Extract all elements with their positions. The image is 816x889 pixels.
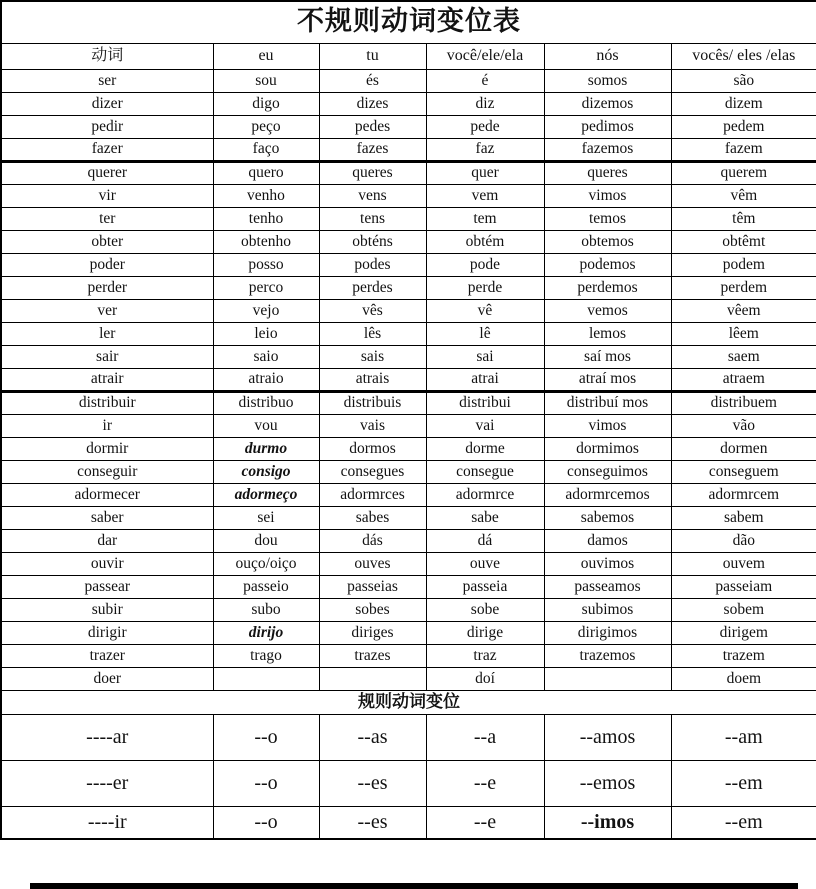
verb-row [1, 437, 816, 460]
verb-cell: dizemos [544, 92, 671, 115]
verb-cell: quer [426, 161, 544, 184]
verb-cell: posso [213, 253, 319, 276]
verb-cell: consegue [426, 460, 544, 483]
verb-cell: obtêmt [671, 230, 816, 253]
verb-cell: trazer [1, 644, 213, 667]
verb-cell: peço [213, 115, 319, 138]
ending-cell: ----ar [1, 714, 213, 760]
verb-row [1, 552, 816, 575]
verb-cell: saí mos [544, 345, 671, 368]
ending-cell: --o [213, 806, 319, 839]
ending-cell: --em [671, 806, 816, 839]
verb-row [1, 621, 816, 644]
verb-cell: ouvir [1, 552, 213, 575]
verb-cell: damos [544, 529, 671, 552]
column-header-4: nós [544, 43, 671, 69]
verb-cell: temos [544, 207, 671, 230]
verb-cell: vais [319, 414, 426, 437]
verb-cell: pede [426, 115, 544, 138]
verb-cell [319, 667, 426, 690]
verb-cell: fazem [671, 138, 816, 161]
verb-cell: subir [1, 598, 213, 621]
verb-cell: fazer [1, 138, 213, 161]
verb-cell: vens [319, 184, 426, 207]
verb-cell: sabe [426, 506, 544, 529]
verb-cell: poder [1, 253, 213, 276]
verb-cell: adormrce [426, 483, 544, 506]
section-row [1, 690, 816, 714]
verb-row [1, 115, 816, 138]
verb-cell: venho [213, 184, 319, 207]
column-header-3: você/ele/ela [426, 43, 544, 69]
verb-cell: sobes [319, 598, 426, 621]
verb-row [1, 322, 816, 345]
verb-cell: dizes [319, 92, 426, 115]
verb-cell: vai [426, 414, 544, 437]
verb-cell: faço [213, 138, 319, 161]
verb-cell: consegues [319, 460, 426, 483]
verb-cell: atraem [671, 368, 816, 391]
verb-cell: doí [426, 667, 544, 690]
verb-row [1, 667, 816, 690]
verb-cell: dirigimos [544, 621, 671, 644]
verb-cell: lemos [544, 322, 671, 345]
verb-cell: obtemos [544, 230, 671, 253]
verb-cell: são [671, 69, 816, 92]
verb-cell: pedes [319, 115, 426, 138]
verb-cell: sabemos [544, 506, 671, 529]
verb-cell: tens [319, 207, 426, 230]
verb-cell: atrais [319, 368, 426, 391]
verb-cell: sobem [671, 598, 816, 621]
verb-cell: perdem [671, 276, 816, 299]
verb-cell: dão [671, 529, 816, 552]
verb-row [1, 276, 816, 299]
verb-row [1, 253, 816, 276]
verb-cell: doem [671, 667, 816, 690]
verb-cell: pedem [671, 115, 816, 138]
verb-cell [213, 667, 319, 690]
ending-cell: --am [671, 714, 816, 760]
regular-section-title: 规则动词变位 [1, 690, 816, 714]
verb-cell: saio [213, 345, 319, 368]
verb-cell: traz [426, 644, 544, 667]
ending-cell: --es [319, 760, 426, 806]
verb-cell: querem [671, 161, 816, 184]
verb-cell: dormir [1, 437, 213, 460]
verb-cell: trago [213, 644, 319, 667]
regular-verbs-body [1, 714, 816, 839]
verb-cell: vêm [671, 184, 816, 207]
verb-cell: quero [213, 161, 319, 184]
verb-cell: durmo [213, 437, 319, 460]
verb-cell: dar [1, 529, 213, 552]
verb-row [1, 529, 816, 552]
verb-cell: passeiam [671, 575, 816, 598]
verb-cell: distribuí mos [544, 391, 671, 414]
column-header-2: tu [319, 43, 426, 69]
verb-cell: faz [426, 138, 544, 161]
verb-cell: obtenho [213, 230, 319, 253]
ending-cell: --o [213, 760, 319, 806]
verb-cell: dás [319, 529, 426, 552]
verb-cell: dá [426, 529, 544, 552]
verb-cell: distribuis [319, 391, 426, 414]
verb-cell: podes [319, 253, 426, 276]
verb-row [1, 138, 816, 161]
verb-cell: sou [213, 69, 319, 92]
verb-cell: ser [1, 69, 213, 92]
ending-cell: --es [319, 806, 426, 839]
verb-cell: lê [426, 322, 544, 345]
ending-cell: --em [671, 760, 816, 806]
verb-cell: conseguem [671, 460, 816, 483]
verb-cell: conseguir [1, 460, 213, 483]
verb-cell: vêem [671, 299, 816, 322]
verb-cell: sabem [671, 506, 816, 529]
verb-cell: saber [1, 506, 213, 529]
verb-cell: conseguimos [544, 460, 671, 483]
ending-cell: --emos [544, 760, 671, 806]
verb-row [1, 575, 816, 598]
verb-row [1, 184, 816, 207]
verb-cell: sabes [319, 506, 426, 529]
verb-cell: passeio [213, 575, 319, 598]
verb-cell: atrair [1, 368, 213, 391]
verb-cell: ir [1, 414, 213, 437]
verb-cell: ouço/oiço [213, 552, 319, 575]
verb-cell: vês [319, 299, 426, 322]
bottom-black-bar [30, 883, 798, 889]
verb-cell: ouvem [671, 552, 816, 575]
verb-cell: leio [213, 322, 319, 345]
ending-row [1, 806, 816, 839]
verb-row [1, 230, 816, 253]
verb-cell: tem [426, 207, 544, 230]
verb-cell: és [319, 69, 426, 92]
verb-row [1, 299, 816, 322]
verb-cell: passeamos [544, 575, 671, 598]
verb-cell: vê [426, 299, 544, 322]
verb-cell: vem [426, 184, 544, 207]
ending-cell: ----ir [1, 806, 213, 839]
verb-cell: tenho [213, 207, 319, 230]
verb-cell: lêem [671, 322, 816, 345]
verb-cell: sei [213, 506, 319, 529]
verb-cell: consigo [213, 460, 319, 483]
verb-cell: somos [544, 69, 671, 92]
verb-row [1, 644, 816, 667]
ending-cell: --e [426, 760, 544, 806]
verb-cell: têm [671, 207, 816, 230]
column-header-0: 动词 [1, 43, 213, 69]
verb-cell: doer [1, 667, 213, 690]
verb-cell: queres [544, 161, 671, 184]
verb-cell [544, 667, 671, 690]
column-header-5: vocês/ eles /elas [671, 43, 816, 69]
page-title: 不规则动词变位表 [1, 1, 816, 43]
verb-cell: dou [213, 529, 319, 552]
verb-row [1, 161, 816, 184]
verb-cell: lês [319, 322, 426, 345]
verb-row [1, 460, 816, 483]
ending-cell: --a [426, 714, 544, 760]
verb-cell: passear [1, 575, 213, 598]
verb-cell: dirijo [213, 621, 319, 644]
verb-row [1, 92, 816, 115]
verb-cell: vão [671, 414, 816, 437]
verb-cell: ter [1, 207, 213, 230]
verb-row [1, 598, 816, 621]
verb-cell: queres [319, 161, 426, 184]
verb-cell: subo [213, 598, 319, 621]
ending-row [1, 760, 816, 806]
verb-cell: obter [1, 230, 213, 253]
verb-cell: ouve [426, 552, 544, 575]
verb-cell: trazem [671, 644, 816, 667]
verb-cell: vemos [544, 299, 671, 322]
verb-cell: adormeço [213, 483, 319, 506]
verb-cell: vejo [213, 299, 319, 322]
verb-row [1, 414, 816, 437]
verb-cell: subimos [544, 598, 671, 621]
verb-cell: ouves [319, 552, 426, 575]
verb-cell: ouvimos [544, 552, 671, 575]
verb-cell: é [426, 69, 544, 92]
verb-cell: trazemos [544, 644, 671, 667]
verb-cell: dizer [1, 92, 213, 115]
verb-cell: saem [671, 345, 816, 368]
verb-cell: fazes [319, 138, 426, 161]
verb-cell: distribuo [213, 391, 319, 414]
verb-cell: obténs [319, 230, 426, 253]
ending-cell: --as [319, 714, 426, 760]
verb-cell: sair [1, 345, 213, 368]
title-row [1, 1, 816, 43]
verb-cell: atraio [213, 368, 319, 391]
verb-cell: dormos [319, 437, 426, 460]
verb-cell: trazes [319, 644, 426, 667]
verb-cell: dormen [671, 437, 816, 460]
verb-cell: dirigem [671, 621, 816, 644]
verb-cell: podem [671, 253, 816, 276]
verb-cell: ver [1, 299, 213, 322]
verb-cell: sobe [426, 598, 544, 621]
verb-cell: passeia [426, 575, 544, 598]
verb-cell: diz [426, 92, 544, 115]
header-row [1, 43, 816, 69]
verb-cell: perdemos [544, 276, 671, 299]
verb-cell: atrai [426, 368, 544, 391]
column-header-1: eu [213, 43, 319, 69]
verb-cell: pedimos [544, 115, 671, 138]
verb-cell: digo [213, 92, 319, 115]
verb-row [1, 69, 816, 92]
verb-cell: sai [426, 345, 544, 368]
verb-cell: sais [319, 345, 426, 368]
irregular-verbs-body [1, 69, 816, 690]
verb-cell: perdes [319, 276, 426, 299]
verb-cell: vimos [544, 414, 671, 437]
verb-cell: dormimos [544, 437, 671, 460]
verb-cell: ler [1, 322, 213, 345]
verb-cell: distribuem [671, 391, 816, 414]
verb-cell: dirige [426, 621, 544, 644]
verb-cell: querer [1, 161, 213, 184]
verb-cell: distribuir [1, 391, 213, 414]
verb-cell: diriges [319, 621, 426, 644]
ending-cell: --imos [544, 806, 671, 839]
verb-cell: fazemos [544, 138, 671, 161]
verb-cell: perde [426, 276, 544, 299]
ending-cell: --amos [544, 714, 671, 760]
verb-cell: pedir [1, 115, 213, 138]
verb-cell: passeias [319, 575, 426, 598]
verb-cell: perder [1, 276, 213, 299]
verb-cell: perco [213, 276, 319, 299]
verb-row [1, 207, 816, 230]
verb-cell: obtém [426, 230, 544, 253]
verb-cell: dizem [671, 92, 816, 115]
verb-cell: podemos [544, 253, 671, 276]
verb-cell: adormrces [319, 483, 426, 506]
verb-cell: vimos [544, 184, 671, 207]
verb-row [1, 345, 816, 368]
ending-cell: --e [426, 806, 544, 839]
verb-row [1, 506, 816, 529]
verb-cell: dorme [426, 437, 544, 460]
verb-cell: vir [1, 184, 213, 207]
ending-cell: ----er [1, 760, 213, 806]
verb-cell: pode [426, 253, 544, 276]
verb-row [1, 391, 816, 414]
verb-cell: adormrcemos [544, 483, 671, 506]
verb-cell: adormecer [1, 483, 213, 506]
verb-row [1, 483, 816, 506]
verb-cell: distribui [426, 391, 544, 414]
verb-cell: atraí mos [544, 368, 671, 391]
verb-cell: vou [213, 414, 319, 437]
verb-cell: adormrcem [671, 483, 816, 506]
ending-cell: --o [213, 714, 319, 760]
ending-row [1, 714, 816, 760]
verb-cell: dirigir [1, 621, 213, 644]
verb-row [1, 368, 816, 391]
